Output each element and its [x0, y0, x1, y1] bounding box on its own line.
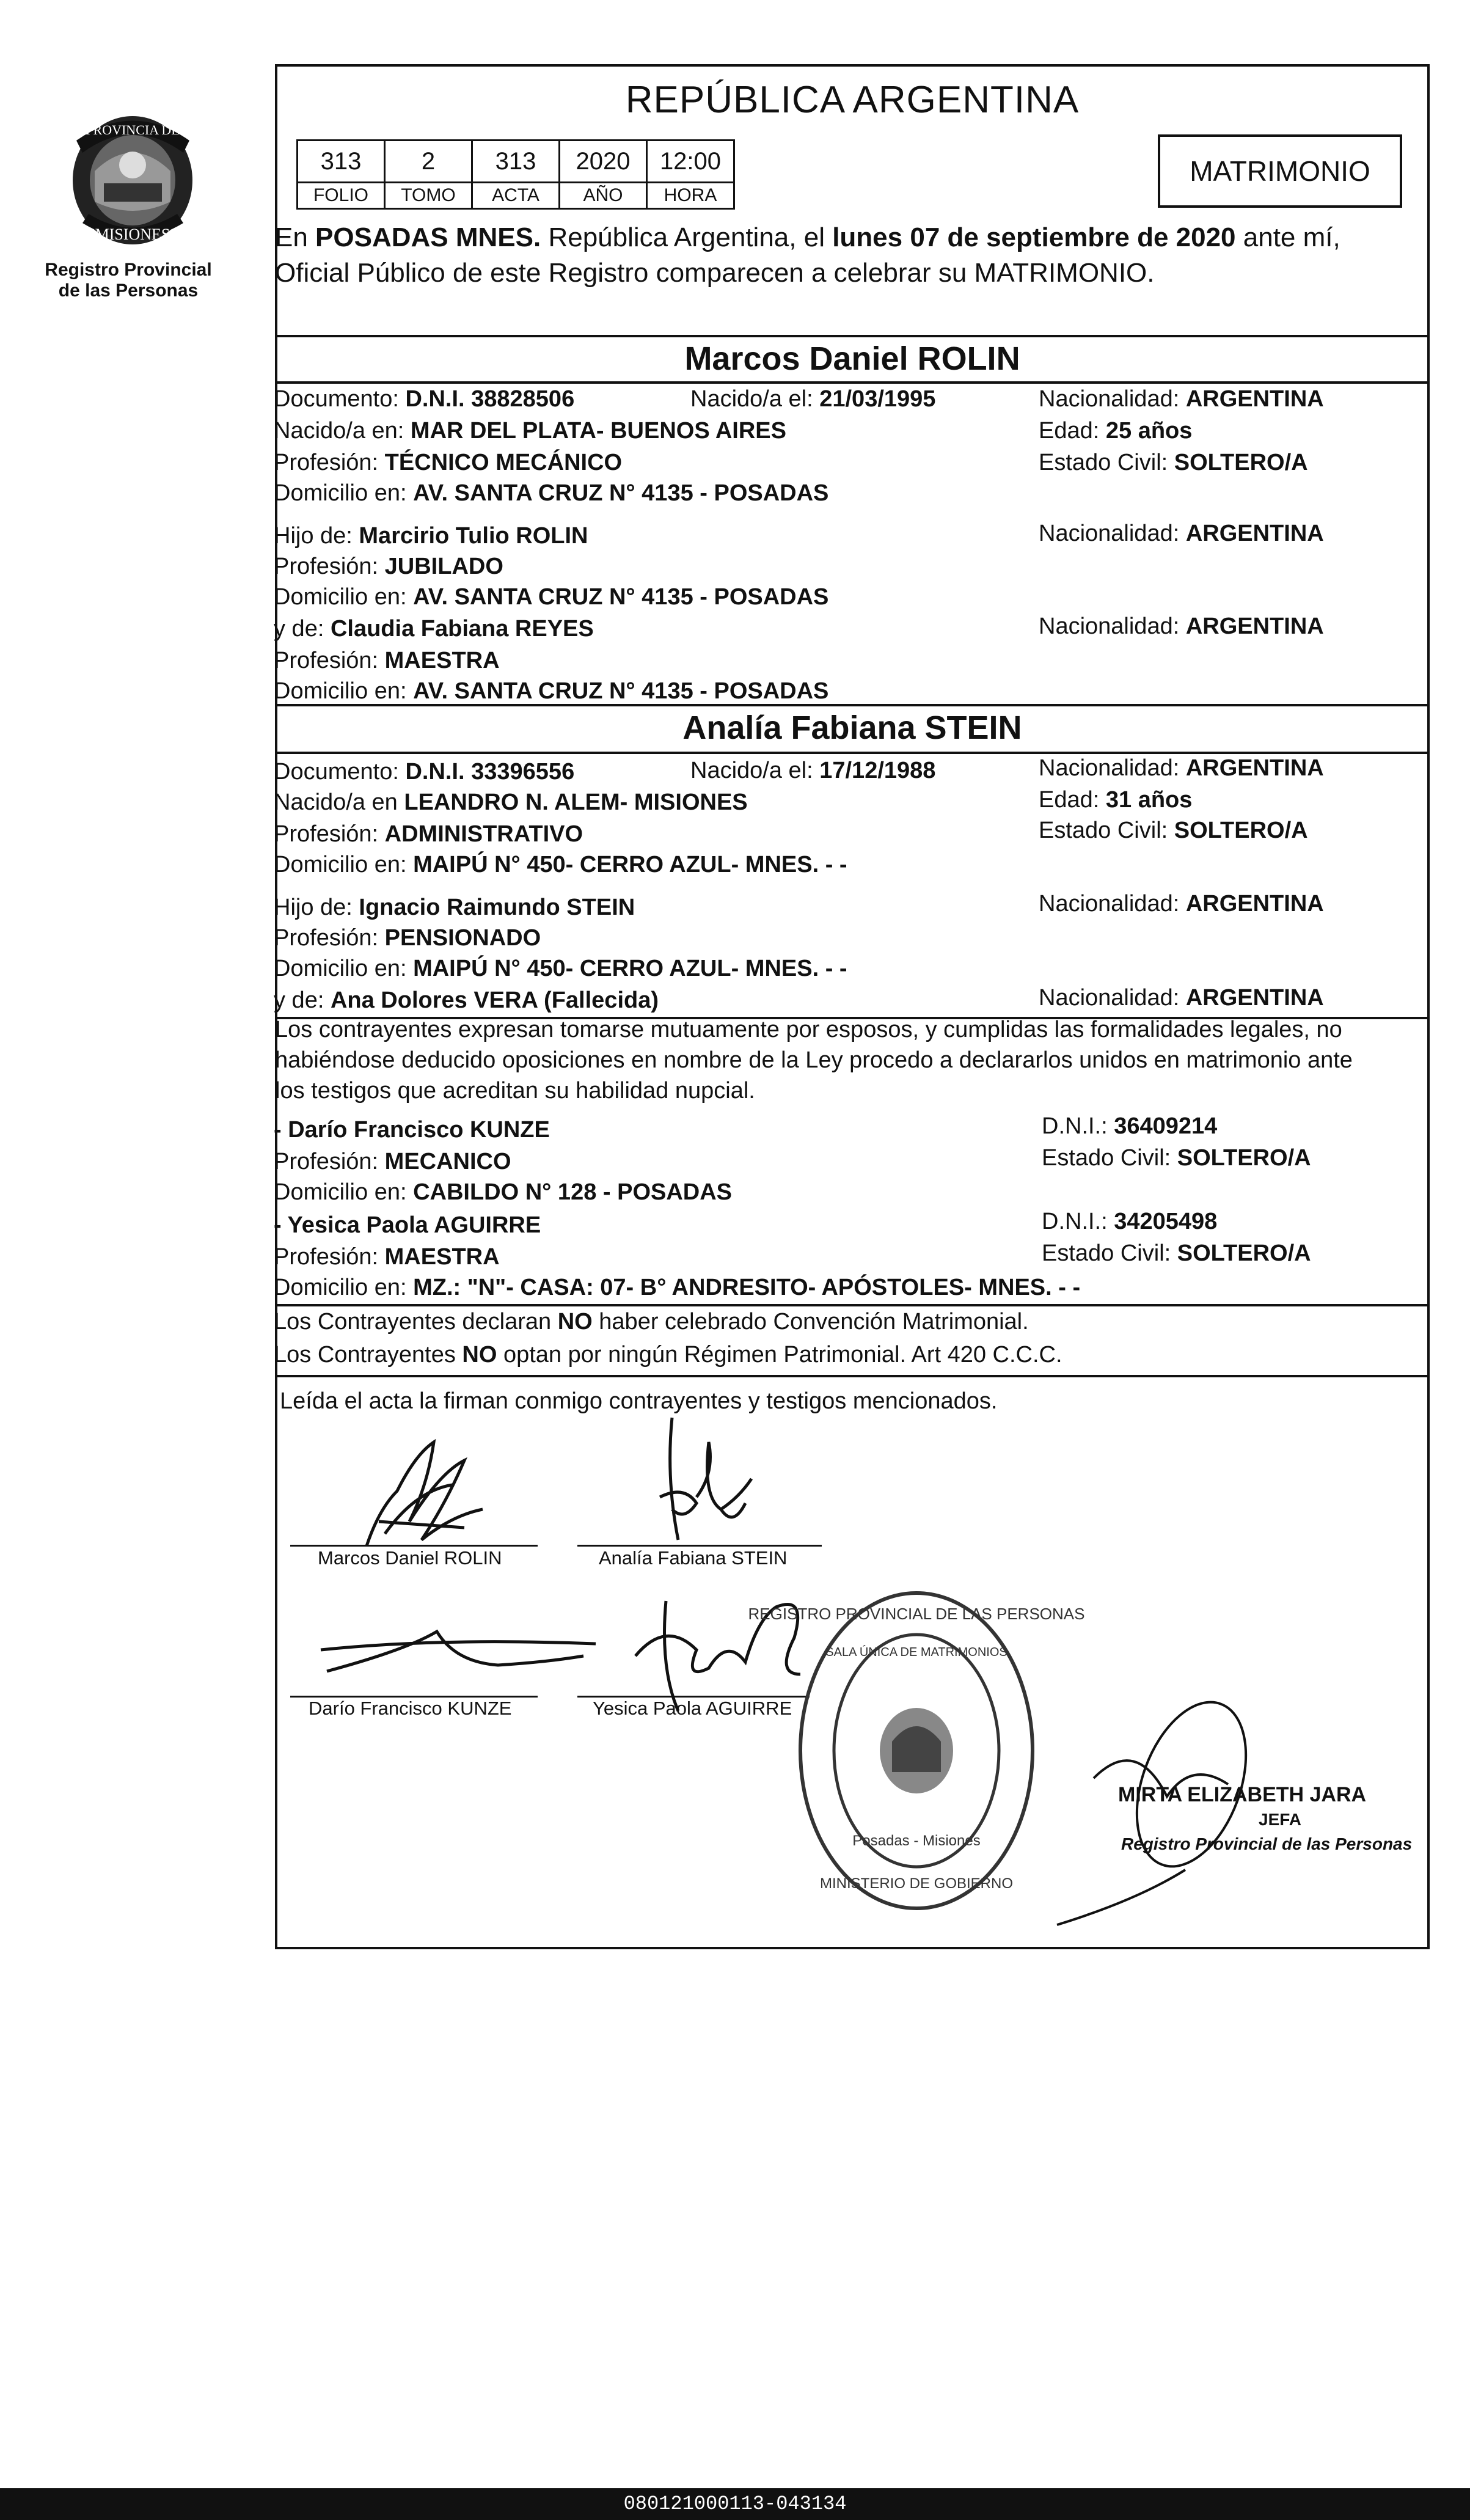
tomo-value: 2	[385, 141, 472, 183]
witness1-signature-label: Darío Francisco KUNZE	[309, 1698, 512, 1719]
groom-age: Edad: 25 años	[1039, 418, 1193, 444]
witness2-address: Domicilio en: MZ.: "N"- CASA: 07- B° ANDRESITO- APÓSTOLES- MNES. - -	[274, 1275, 1081, 1300]
divider	[275, 1304, 1430, 1306]
bride-father: Hijo de: Ignacio Raimundo STEIN	[274, 895, 635, 920]
registry-stamp	[748, 1589, 1085, 1925]
logo-caption	[37, 260, 220, 301]
official-office: Registro Provincial de las Personas	[1121, 1834, 1413, 1853]
ano-value: 2020	[560, 141, 647, 183]
groom-father-address: Domicilio en: AV. SANTA CRUZ N° 4135 - POSADAS	[274, 584, 829, 610]
act-type-box: MATRIMONIO	[1158, 134, 1402, 208]
witness2-signature-label: Yesica Paola AGUIRRE	[593, 1698, 792, 1719]
hora-label: HORA	[647, 183, 734, 209]
stamp-city-text: Posadas - Misiones	[852, 1833, 981, 1849]
divider	[275, 752, 1430, 754]
bride-age: Edad: 31 años	[1039, 787, 1193, 813]
hora-value: 12:00	[647, 141, 734, 183]
stamp-inner-text: SALA ÚNICA DE MATRIMONIOS	[825, 1646, 1007, 1659]
divider	[275, 1375, 1430, 1377]
witness2-dni: D.N.I.: 34205498	[1042, 1209, 1218, 1234]
document-code-footer: 080121000113-043134	[0, 2488, 1470, 2520]
stamp-outer-text: REGISTRO PROVINCIAL DE LAS PERSONAS	[748, 1605, 1085, 1623]
groom-birthplace: Nacido/a en: MAR DEL PLATA- BUENOS AIRES	[274, 418, 786, 444]
regime-line1: Los Contrayentes declaran NO haber celebrado Convención Matrimonial.	[274, 1309, 1029, 1335]
groom-father: Hijo de: Marcirio Tulio ROLIN	[274, 523, 588, 549]
folio-value: 313	[298, 141, 385, 183]
bride-civil-status: Estado Civil: SOLTERO/A	[1039, 818, 1308, 843]
divider	[275, 381, 1430, 384]
seal-bottom-text: MISIONES	[95, 225, 170, 243]
groom-mother: y de: Claudia Fabiana REYES	[274, 616, 594, 642]
groom-address: Domicilio en: AV. SANTA CRUZ N° 4135 - POSADAS	[274, 480, 829, 506]
bride-nationality: Nacionalidad: ARGENTINA	[1039, 755, 1324, 781]
groom-nationality: Nacionalidad: ARGENTINA	[1039, 386, 1324, 412]
groom-signature-line	[290, 1545, 538, 1547]
bride-born: Nacido/a el: 17/12/1988	[690, 758, 936, 783]
witness2-civil-status: Estado Civil: SOLTERO/A	[1042, 1240, 1311, 1266]
signatures-intro: Leída el acta la firman conmigo contrayentes y testigos mencionados.	[280, 1388, 998, 1414]
groom-mother-address: Domicilio en: AV. SANTA CRUZ N° 4135 - POSADAS	[274, 678, 829, 704]
divider	[275, 704, 1430, 706]
groom-doc: Documento: D.N.I. 38828506	[274, 386, 575, 412]
bride-father-profession: Profesión: PENSIONADO	[274, 925, 541, 951]
bride-doc: Documento: D.N.I. 33396556	[274, 759, 575, 785]
witness1-civil-status: Estado Civil: SOLTERO/A	[1042, 1145, 1311, 1171]
groom-mother-nationality: Nacionalidad: ARGENTINA	[1039, 614, 1324, 639]
intro-city: POSADAS MNES.	[315, 222, 541, 252]
witness2-profession: Profesión: MAESTRA	[274, 1244, 500, 1270]
groom-profession: Profesión: TÉCNICO MECÁNICO	[274, 450, 623, 475]
official-name: MIRTA ELIZABETH JARA	[1118, 1783, 1367, 1806]
official-title: JEFA	[1259, 1810, 1302, 1829]
bride-father-nationality: Nacionalidad: ARGENTINA	[1039, 891, 1324, 917]
groom-father-profession: Profesión: JUBILADO	[274, 554, 503, 579]
divider	[275, 335, 1430, 337]
provincia-misiones-seal	[58, 98, 208, 257]
logo-caption-line1: Registro Provincial	[45, 260, 212, 280]
bride-mother-nationality: Nacionalidad: ARGENTINA	[1039, 985, 1324, 1011]
regime-line2: Los Contrayentes NO optan por ningún Régimen Patrimonial. Art 420 C.C.C.	[274, 1342, 1062, 1368]
bride-signature-label: Analía Fabiana STEIN	[599, 1547, 788, 1569]
bride-profession: Profesión: ADMINISTRATIVO	[274, 821, 583, 847]
official-signature	[1045, 1687, 1277, 1931]
folio-label: FOLIO	[298, 183, 385, 209]
bride-father-address: Domicilio en: MAIPÚ N° 450- CERRO AZUL- MNES. - -	[274, 956, 847, 981]
groom-mother-profession: Profesión: MAESTRA	[274, 648, 500, 673]
intro-line2: Oficial Público de este Registro comparecen a celebrar su MATRIMONIO.	[275, 258, 1155, 288]
groom-civil-status: Estado Civil: SOLTERO/A	[1039, 450, 1308, 475]
stamp-bottom-text: MINISTERIO DE GOBIERNO	[819, 1875, 1014, 1892]
acta-label: ACTA	[472, 183, 560, 209]
witness2-name: - Yesica Paola AGUIRRE	[274, 1212, 541, 1238]
intro-date: lunes 07 de septiembre de 2020	[832, 222, 1236, 252]
groom-name: Marcos Daniel ROLIN	[684, 340, 1020, 377]
tomo-label: TOMO	[385, 183, 472, 209]
groom-born: Nacido/a el: 21/03/1995	[690, 386, 936, 412]
logo-caption-line2: de las Personas	[58, 280, 199, 301]
bride-signature	[629, 1405, 764, 1564]
ano-label: AÑO	[560, 183, 647, 209]
declaration-paragraph: Los contrayentes expresan tomarse mutuamente por esposos, y cumplidas las formalidades legales, no habiéndose deducido oposiciones en nombre de la Ley procedo a declararlos unidos en matrimonio ante los testigos que acreditan su habilidad nupcial.	[275, 1017, 1353, 1104]
witness1-name: - Darío Francisco KUNZE	[274, 1117, 550, 1143]
intro-paragraph: En POSADAS MNES. República Argentina, el lunes 07 de septiembre de 2020 ante mí, Oficial Público de este Registro comparecen a celebrar su MATRIMONIO.	[275, 220, 1430, 291]
bride-mother: y de: Ana Dolores VERA (Fallecida)	[274, 987, 659, 1013]
groom-signature	[342, 1418, 501, 1564]
witness1-address: Domicilio en: CABILDO N° 128 - POSADAS	[274, 1179, 733, 1205]
groom-signature-label: Marcos Daniel ROLIN	[318, 1547, 502, 1569]
bride-birthplace: Nacido/a en LEANDRO N. ALEM- MISIONES	[274, 789, 748, 815]
groom-father-nationality: Nacionalidad: ARGENTINA	[1039, 521, 1324, 546]
bride-address: Domicilio en: MAIPÚ N° 450- CERRO AZUL- MNES. - -	[274, 852, 847, 877]
witness1-dni: D.N.I.: 36409214	[1042, 1113, 1218, 1139]
witness1-signature	[315, 1625, 602, 1687]
register-table	[296, 139, 735, 210]
acta-value: 313	[472, 141, 560, 183]
witness1-profession: Profesión: MECANICO	[274, 1149, 511, 1174]
page-title: REPÚBLICA ARGENTINA	[625, 79, 1080, 121]
bride-signature-line	[577, 1545, 822, 1547]
seal-top-text: PROVINCIA DE	[86, 122, 180, 137]
bride-name: Analía Fabiana STEIN	[682, 709, 1022, 746]
